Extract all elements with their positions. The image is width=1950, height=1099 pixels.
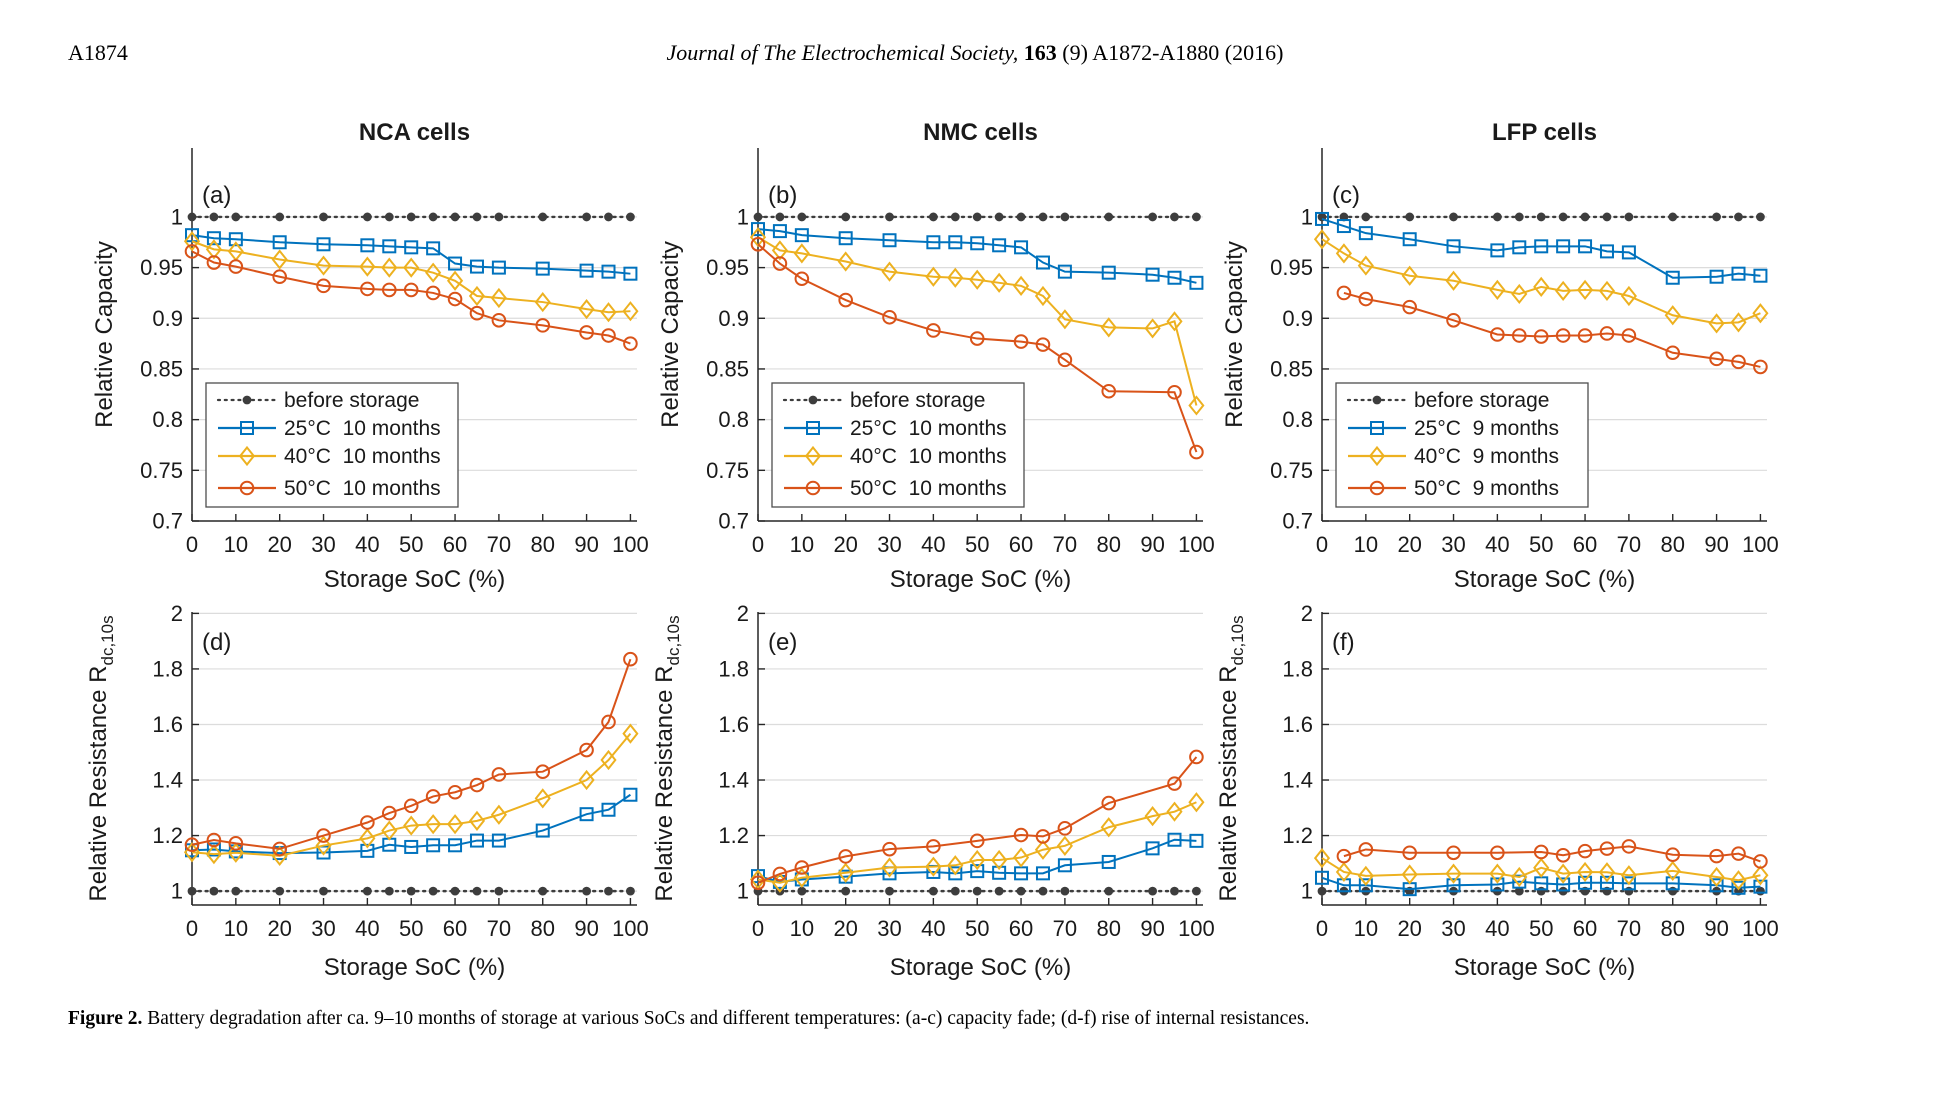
x-tick-label: 90 bbox=[1704, 532, 1729, 557]
x-tick-label: 50 bbox=[964, 532, 990, 557]
y-tick-label: 1.2 bbox=[1282, 823, 1313, 849]
x-tick-label: 20 bbox=[267, 916, 292, 941]
x-tick-label: 20 bbox=[833, 532, 858, 557]
x-tick-label: 30 bbox=[1441, 532, 1466, 557]
series-50c-9-months bbox=[1338, 287, 1767, 374]
y-tick-label: 0.75 bbox=[1270, 457, 1313, 483]
chart-title: NCA cells bbox=[358, 119, 471, 146]
y-tick-label: 0.95 bbox=[706, 255, 749, 281]
legend-label: 40°C 9 months bbox=[1414, 445, 1559, 468]
journal-volume: 163 bbox=[1023, 40, 1057, 65]
y-tick-label: 1.4 bbox=[718, 767, 749, 793]
x-tick-label: 100 bbox=[612, 916, 649, 941]
legend-label: before storage bbox=[284, 389, 420, 412]
y-tick-label: 0.9 bbox=[152, 305, 183, 331]
y-tick-label: 2 bbox=[1300, 600, 1313, 626]
y-tick-label: 0.85 bbox=[706, 356, 749, 382]
y-tick-label: 2 bbox=[170, 600, 183, 626]
y-tick-label: 1 bbox=[1300, 204, 1313, 230]
x-tick-label: 60 bbox=[1008, 916, 1034, 941]
x-tick-label: 0 bbox=[751, 532, 765, 557]
figure-caption bbox=[68, 1008, 1498, 1030]
legend-label: 25°C 9 months bbox=[1414, 417, 1559, 440]
chart-panel-e-nmc-resistance bbox=[646, 596, 1226, 996]
figure-caption-text: Battery degradation after ca. 9–10 months of storage at various SoCs and different temperatures: (a-c) capacity fade; (d-f) rise of internal resistances. bbox=[142, 1008, 1310, 1029]
legend bbox=[772, 383, 1024, 507]
x-tick-label: 30 bbox=[311, 916, 336, 941]
y-tick-label: 1.4 bbox=[152, 767, 183, 793]
x-tick-label: 80 bbox=[1096, 916, 1121, 941]
y-tick-label: 0.95 bbox=[1270, 255, 1313, 281]
x-tick-label: 80 bbox=[530, 916, 555, 941]
legend-label: 40°C 10 months bbox=[850, 445, 1007, 468]
y-tick-label: 0.9 bbox=[718, 305, 749, 331]
x-tick-label: 40 bbox=[355, 916, 380, 941]
x-tick-label: 100 bbox=[1742, 532, 1779, 557]
chart-panel-f-lfp-resistance bbox=[1210, 596, 1790, 996]
x-tick-label: 40 bbox=[1485, 532, 1510, 557]
series-before-storage bbox=[754, 213, 1201, 222]
y-tick-label: 0.85 bbox=[1270, 356, 1313, 382]
x-tick-label: 90 bbox=[1140, 532, 1165, 557]
legend bbox=[1336, 383, 1588, 507]
y-tick-label: 0.7 bbox=[152, 508, 183, 534]
x-tick-label: 20 bbox=[1397, 532, 1422, 557]
x-axis-label: Storage SoC (%) bbox=[323, 954, 506, 981]
x-tick-label: 100 bbox=[1742, 916, 1779, 941]
y-tick-label: 1 bbox=[736, 878, 749, 904]
y-tick-label: 1.2 bbox=[718, 823, 749, 849]
panel-letter: (f) bbox=[1332, 629, 1355, 656]
x-tick-label: 50 bbox=[1528, 532, 1554, 557]
series-50c-9-months bbox=[1338, 840, 1767, 868]
series-40c-10-months bbox=[185, 233, 637, 321]
y-tick-label: 1.6 bbox=[1282, 711, 1313, 737]
series-before-storage bbox=[1318, 213, 1765, 222]
chart-title: LFP cells bbox=[1492, 119, 1597, 146]
y-tick-label: 0.95 bbox=[140, 255, 183, 281]
series-before-storage bbox=[188, 887, 635, 896]
x-tick-label: 0 bbox=[185, 532, 199, 557]
x-tick-label: 50 bbox=[1528, 916, 1554, 941]
x-tick-label: 0 bbox=[1315, 532, 1329, 557]
y-tick-label: 1.2 bbox=[152, 823, 183, 849]
panel-letter: (b) bbox=[768, 182, 798, 209]
series-40c-10-months bbox=[185, 725, 637, 864]
x-tick-label: 30 bbox=[877, 532, 902, 557]
x-tick-label: 0 bbox=[751, 916, 765, 941]
chart-panel-b-nmc-capacity bbox=[646, 100, 1226, 600]
x-tick-label: 90 bbox=[1140, 916, 1165, 941]
x-axis-label: Storage SoC (%) bbox=[323, 566, 506, 593]
y-tick-label: 1 bbox=[1300, 878, 1313, 904]
x-axis-label: Storage SoC (%) bbox=[889, 954, 1072, 981]
journal-title: Journal of The Electrochemical Society, bbox=[666, 40, 1024, 65]
x-tick-label: 20 bbox=[833, 916, 858, 941]
y-tick-label: 0.85 bbox=[140, 356, 183, 382]
y-tick-label: 1.4 bbox=[1282, 767, 1313, 793]
x-tick-label: 10 bbox=[1353, 916, 1379, 941]
legend-label: before storage bbox=[850, 389, 986, 412]
y-axis-label: Relative Resistance $R_{dc,10s}$ bbox=[651, 615, 683, 902]
panel-letter: (a) bbox=[202, 182, 232, 209]
x-tick-label: 10 bbox=[789, 916, 815, 941]
y-tick-label: 0.7 bbox=[718, 508, 749, 534]
x-axis-label: Storage SoC (%) bbox=[1453, 566, 1636, 593]
x-tick-label: 100 bbox=[1178, 532, 1215, 557]
series-before-storage bbox=[188, 213, 635, 222]
chart-panel-a-nca-capacity bbox=[80, 100, 660, 600]
figure-caption-label: Figure 2. bbox=[68, 1008, 143, 1029]
x-axis-label: Storage SoC (%) bbox=[1453, 954, 1636, 981]
y-tick-label: 1.6 bbox=[718, 711, 749, 737]
legend bbox=[206, 383, 458, 507]
journal-issue-pages: (9) A1872-A1880 (2016) bbox=[1056, 40, 1284, 65]
panel-letter: (c) bbox=[1332, 182, 1360, 209]
x-tick-label: 70 bbox=[486, 916, 512, 941]
grid-lines bbox=[758, 613, 1203, 891]
y-tick-label: 0.8 bbox=[1282, 407, 1313, 433]
chart-panel-c-lfp-capacity bbox=[1210, 100, 1790, 600]
legend-label: 50°C 10 months bbox=[850, 477, 1007, 500]
x-tick-label: 40 bbox=[921, 916, 946, 941]
x-tick-label: 80 bbox=[530, 532, 555, 557]
x-tick-label: 60 bbox=[442, 532, 468, 557]
y-tick-label: 0.8 bbox=[152, 407, 183, 433]
series-before-storage bbox=[1318, 887, 1765, 896]
page-number: A1874 bbox=[68, 40, 128, 65]
y-axis-label: Relative Capacity bbox=[1221, 241, 1248, 428]
x-tick-label: 60 bbox=[1572, 916, 1598, 941]
y-tick-label: 0.8 bbox=[718, 407, 749, 433]
x-tick-label: 50 bbox=[398, 532, 424, 557]
chart-title: NMC cells bbox=[923, 119, 1038, 146]
y-tick-label: 1 bbox=[170, 878, 183, 904]
x-tick-label: 40 bbox=[1485, 916, 1510, 941]
x-axis-label: Storage SoC (%) bbox=[889, 566, 1072, 593]
x-tick-label: 20 bbox=[1397, 916, 1422, 941]
y-axis-label: Relative Resistance $R_{dc,10s}$ bbox=[1215, 615, 1247, 902]
y-axis-label: Relative Capacity bbox=[91, 241, 118, 428]
y-tick-label: 1.8 bbox=[1282, 656, 1313, 682]
x-tick-label: 70 bbox=[1052, 916, 1078, 941]
x-tick-label: 70 bbox=[1052, 532, 1078, 557]
x-tick-label: 0 bbox=[185, 916, 199, 941]
x-tick-label: 60 bbox=[1008, 532, 1034, 557]
x-tick-label: 0 bbox=[1315, 916, 1329, 941]
y-tick-label: 1 bbox=[736, 204, 749, 230]
legend-label: 25°C 10 months bbox=[850, 417, 1007, 440]
series-50c-10-months bbox=[186, 245, 637, 350]
x-tick-label: 90 bbox=[1704, 916, 1729, 941]
x-tick-label: 30 bbox=[877, 916, 902, 941]
x-tick-label: 50 bbox=[398, 916, 424, 941]
x-tick-label: 30 bbox=[1441, 916, 1466, 941]
y-tick-label: 1.8 bbox=[718, 656, 749, 682]
x-tick-label: 100 bbox=[1178, 916, 1215, 941]
x-tick-label: 80 bbox=[1096, 532, 1121, 557]
y-tick-label: 0.75 bbox=[706, 457, 749, 483]
x-tick-label: 40 bbox=[355, 532, 380, 557]
grid-lines bbox=[1322, 613, 1767, 891]
x-tick-label: 30 bbox=[311, 532, 336, 557]
chart-panel-d-nca-resistance bbox=[80, 596, 660, 996]
x-tick-label: 10 bbox=[1353, 532, 1379, 557]
x-tick-label: 100 bbox=[612, 532, 649, 557]
legend-label: 25°C 10 months bbox=[284, 417, 441, 440]
y-tick-label: 0.75 bbox=[140, 457, 183, 483]
y-tick-label: 0.7 bbox=[1282, 508, 1313, 534]
legend-label: before storage bbox=[1414, 389, 1550, 412]
series-25c-9-months bbox=[1316, 213, 1766, 284]
x-tick-label: 60 bbox=[442, 916, 468, 941]
grid-lines bbox=[192, 613, 637, 891]
x-tick-label: 20 bbox=[267, 532, 292, 557]
legend-label: 40°C 10 months bbox=[284, 445, 441, 468]
x-tick-label: 10 bbox=[223, 916, 249, 941]
legend-label: 50°C 10 months bbox=[284, 477, 441, 500]
x-tick-label: 40 bbox=[921, 532, 946, 557]
y-tick-label: 2 bbox=[736, 600, 749, 626]
x-tick-label: 50 bbox=[964, 916, 990, 941]
panel-letter: (d) bbox=[202, 629, 232, 656]
series-before-storage bbox=[754, 887, 1201, 896]
x-tick-label: 10 bbox=[789, 532, 815, 557]
x-tick-label: 70 bbox=[1616, 916, 1642, 941]
y-axis-label: Relative Resistance $R_{dc,10s}$ bbox=[85, 615, 117, 902]
panel-letter: (e) bbox=[768, 629, 798, 656]
x-tick-label: 70 bbox=[486, 532, 512, 557]
x-tick-label: 70 bbox=[1616, 532, 1642, 557]
legend-label: 50°C 9 months bbox=[1414, 477, 1559, 500]
x-tick-label: 80 bbox=[1660, 532, 1685, 557]
y-tick-label: 0.9 bbox=[1282, 305, 1313, 331]
x-tick-label: 90 bbox=[574, 916, 599, 941]
y-tick-label: 1 bbox=[170, 204, 183, 230]
y-tick-label: 1.6 bbox=[152, 711, 183, 737]
x-tick-label: 10 bbox=[223, 532, 249, 557]
x-tick-label: 80 bbox=[1660, 916, 1685, 941]
x-tick-label: 60 bbox=[1572, 532, 1598, 557]
y-tick-label: 1.8 bbox=[152, 656, 183, 682]
x-tick-label: 90 bbox=[574, 532, 599, 557]
y-axis-label: Relative Capacity bbox=[657, 241, 684, 428]
